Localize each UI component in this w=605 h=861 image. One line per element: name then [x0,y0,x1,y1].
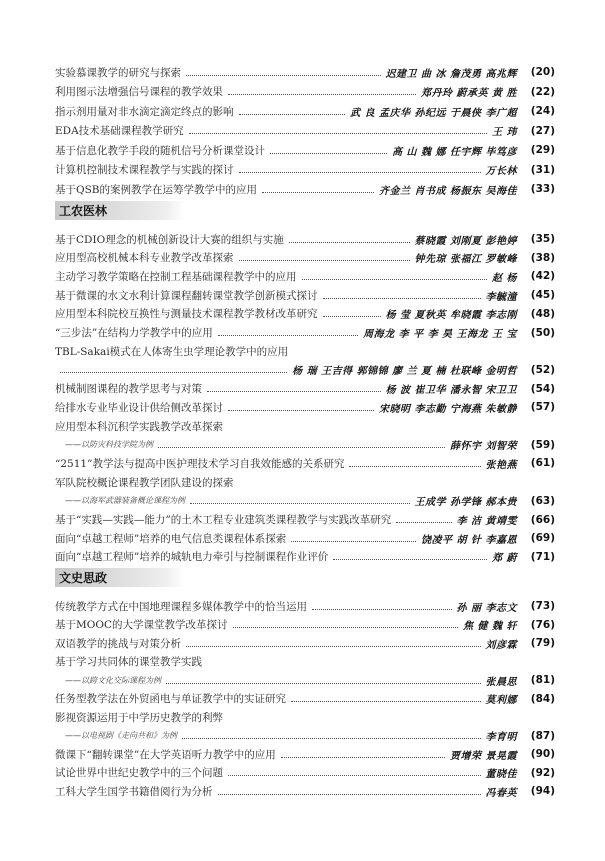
toc-entry-authors: 钟先琼 张福江 罗敏峰 [414,254,517,266]
toc-entry-title: 机械制图课程的教学思考与对策 [55,383,202,396]
toc-entry-page: (69) [530,532,555,545]
section-header-label: 工农医林 [59,204,108,218]
toc-leader-dots [323,316,381,317]
toc-entry-title: 传统教学方式在中国地理课程多媒体教学中的恰当运用 [55,600,307,613]
toc-entry-page: (79) [530,637,555,649]
toc-entry-title: 双语教学的挑战与对策分析 [55,637,181,650]
toc-entry-title: ——以电视剧《走向共和》为例 [65,731,177,740]
toc-leader-dots [396,522,451,523]
toc-entry[interactable] [55,399,555,415]
toc-leader-dots [291,701,481,702]
toc-entry[interactable] [55,181,555,197]
toc-leader-dots [291,541,416,542]
toc-entry[interactable] [55,250,555,266]
toc-leader-dots [239,260,410,261]
toc-leader-dots [239,114,346,115]
toc-entry-title: 给排水专业毕业设计供给侧改革探讨 [55,401,223,414]
toc-entry-page: (63) [530,494,555,507]
toc-leader-dots [239,172,481,173]
toc-entry-title: EDA技术基础课程教学研究 [55,125,184,137]
toc-leader-dots [218,335,358,336]
toc-entry[interactable] [55,437,555,453]
toc-entry-authors: 饶凌平 胡 针 李嘉恩 [421,534,517,546]
toc-entry-authors: 高 山 魏 娜 任宇辉 毕笃彦 [392,146,517,158]
toc-entry-title: 基于信息化教学手段的随机信号分析课堂设计 [55,144,265,157]
toc-entry[interactable] [55,765,555,781]
toc-entry-authors: 李育明 [485,732,517,743]
toc-entry-page: (38) [530,251,555,264]
toc-leader-dots [190,503,410,504]
toc-entry-page: (35) [530,233,555,245]
toc-leader-dots [228,775,481,776]
toc-entry-page: (61) [530,457,555,470]
toc-entry-page: (45) [530,289,555,302]
toc-entry[interactable] [55,709,555,725]
toc-entry-title: 面向“卓越工程师”培养的电气信息类课程体系探索 [55,532,287,545]
toc-entry-title: 实验慕课教学的研究与探索 [55,66,181,79]
toc-leader-dots [186,646,481,647]
toc-entry-title: 利用图示法增强信号课程的教学效果 [55,86,223,98]
toc-entry-title: 面向“卓越工程师”培养的城轨电力牵引与控制课程作业评价 [55,551,329,564]
toc-entry-title: 应用型本科院校互换性与测量技术课程教学教材改革研究 [55,308,318,321]
toc-entry[interactable] [55,635,555,651]
toc-entry-page: (54) [530,382,555,395]
toc-entry-authors: 齐金兰 肖书成 杨振东 吴海佳 [379,185,517,197]
toc-leader-dots [228,410,374,411]
toc-entry[interactable] [55,381,555,397]
toc-entry-authors: 冯春英 [485,787,517,799]
toc-entry-page: (94) [530,785,555,797]
toc-leader-dots [228,94,416,95]
toc-entry-title: “2511”教学法与提高中医护理技术学习自我效能感的关系研究 [55,457,345,470]
toc-entry-title: 指示剂用量对非水滴定滴定终点的影响 [55,105,234,118]
toc-entry-title: ——以海军武器装备概论课程为例 [65,496,185,506]
toc-entry-authors: 赵 杨 [492,272,517,284]
toc-entry[interactable] [55,783,555,799]
toc-entry-authors: 焦 健 魏 轩 [463,621,517,632]
toc-entry-title: TBL-Sakai模式在人体寄生虫学理论教学中的应用 [55,345,289,358]
toc-entry[interactable] [55,268,555,284]
toc-entry[interactable] [55,728,555,744]
toc-leader-dots [233,627,459,628]
toc-entry-page: (33) [530,183,555,195]
toc-entry-authors: 迟建卫 曲 冰 詹茂勇 高兆辉 [385,68,517,80]
toc-entry[interactable] [55,142,555,158]
toc-entry[interactable] [55,691,555,707]
toc-entry[interactable] [55,306,555,322]
toc-entry-authors: 郑 蔚 [492,553,517,565]
toc-entry-page: (92) [530,766,555,779]
toc-entry-page: (20) [530,66,555,78]
toc-entry-title: 计算机控制技术课程教学与实践的探讨 [55,164,234,176]
toc-entry-title: 基于CDIO理念的机械创新设计大赛的组织与实施 [55,233,284,246]
toc-leader-dots [158,447,445,448]
toc-entry-page: (29) [530,144,555,156]
toc-entry-page: (87) [530,729,555,742]
toc-entry-title: 基于学习共同体的课堂教学实践 [55,656,202,668]
toc-entry-title: 主动学习教学策略在控制工程基础课程教学中的应用 [55,270,297,283]
toc-entry-authors: 武 良 孟庆华 孙纪远 于晨侠 李广超 [350,107,517,119]
toc-entry-authors: 贾增荣 景晃霞 [450,750,517,762]
toc-entry-page: (22) [530,85,555,98]
toc-entry-page: (27) [530,124,555,137]
toc-entry[interactable] [55,287,555,303]
toc-entry-authors: 王 玮 [492,127,517,138]
toc-entry[interactable] [55,746,555,762]
toc-leader-dots [302,279,488,280]
toc-entry-page: (84) [530,692,555,705]
toc-entry[interactable] [55,598,555,614]
toc-entry-page: (59) [530,438,555,451]
toc-entry-page: (42) [530,270,555,283]
toc-entry[interactable] [55,617,555,633]
toc-entry[interactable] [55,418,555,434]
toc-entry-title: 影视资源运用于中学历史教学的利弊 [55,711,223,724]
toc-entry-authors: 莫利娜 [485,695,517,706]
toc-entry-title: ——以防灾科技学院为例 [65,440,153,450]
toc-leader-dots [312,609,452,610]
toc-entry-title: 工科大学生国学书籍借阅行为分析 [55,785,213,798]
toc-entry-page: (81) [530,674,555,686]
toc-entry[interactable] [55,512,555,528]
toc-leader-dots [166,683,481,684]
toc-entry-title: 军队院校概论课程教学团队建设的探索 [55,476,234,489]
toc-entry-authors: 张晨思 [485,676,517,688]
toc-entry-authors: 张艳燕 [485,459,517,471]
toc-entry-title: 任务型教学法在外贸函电与单证教学中的实证研究 [55,693,286,705]
toc-entry-page: (66) [530,513,555,526]
toc-entry[interactable] [55,123,555,139]
toc-entry[interactable] [55,103,555,119]
toc-entry[interactable] [55,64,555,80]
toc-leader-dots [333,559,487,560]
toc-leader-dots [189,133,487,134]
toc-entry-title: “三步法”在结构力学教学中的应用 [55,327,213,339]
toc-entry-page: (57) [530,401,555,414]
toc-entry-authors: 郑丹玲 蔚承英 黄 胜 [421,88,517,99]
toc-leader-dots [60,372,287,373]
toc-leader-dots [207,391,381,392]
toc-entry-authors: 李 洁 黄靖雯 [456,516,517,527]
toc-entry-authors: 周海龙 李 平 李 昊 王海龙 王 宝 [363,329,517,340]
toc-leader-dots [270,153,387,154]
toc-entry[interactable] [55,672,555,688]
toc-entry[interactable] [55,455,555,471]
toc-entry-page: (24) [530,105,555,117]
toc-entry[interactable] [55,343,555,359]
toc-leader-dots [289,242,410,243]
toc-entry-authors: 杨 瑞 王吉得 郭锦锦 廖 兰 夏 楠 杜联峰 金明哲 [292,366,517,378]
toc-leader-dots [186,75,381,76]
toc-entry-authors: 杨 莹 夏秋英 牟晓霞 李志刚 [385,310,517,322]
toc-entry-page: (71) [530,550,555,563]
toc-entry-page: (31) [530,163,555,176]
toc-entry-authors: 李毓潼 [485,291,517,303]
toc-entry-authors: 万长林 [485,166,517,177]
toc-entry-authors: 杨 波 崔卫华 潘永智 宋卫卫 [385,385,517,397]
toc-entry-title: 应用型本科沉积学实践教学改革探索 [55,420,223,433]
toc-entry-title: 应用型高校机械本科专业教学改革探索 [55,252,234,265]
section-header-gongnong [55,201,185,220]
toc-entry[interactable] [55,84,555,100]
toc-entry-authors: 蔡晓霞 刘刚夏 彭艳婷 [414,235,517,247]
toc-leader-dots [281,757,445,758]
toc-entry-authors: 王成学 孙学锋 郝本贵 [414,497,517,509]
toc-entry-page: (73) [530,600,555,612]
toc-entry-title: 基于微课的水文水利计算课程翻转课堂教学创新模式探讨 [55,289,318,302]
toc-entry-title: ——以跨文化交际课程为例 [65,675,161,685]
toc-leader-dots [349,466,480,467]
toc-entry-authors: 刘彦霖 [485,639,517,651]
toc-entry-page: (48) [530,307,555,320]
toc-entry[interactable] [55,474,555,490]
toc-entry-authors: 薛怀宇 刘智荣 [450,441,517,453]
toc-entry[interactable] [55,654,555,670]
toc-entry[interactable] [55,231,555,247]
toc-entry-authors: 宋晓明 李志勤 宁海燕 朱敏静 [379,403,517,415]
toc-entry-authors: 董晓佳 [485,769,517,780]
toc-entry[interactable] [55,530,555,546]
toc-entry[interactable] [55,493,555,509]
toc-entry-title: 基于MOOC的大学课堂教学改革探讨 [55,619,228,631]
toc-entry[interactable] [55,325,555,341]
section-header-label: 文史思政 [59,571,108,585]
toc-entry-title: 试论世界中世纪史教学中的三个问题 [55,767,223,779]
toc-entry-page: (90) [530,748,555,760]
toc-entry[interactable] [55,162,555,178]
toc-entry[interactable] [55,362,555,378]
toc-leader-dots [323,298,481,299]
toc-entry-title: 基于QSB的案例教学在运筹学教学中的应用 [55,183,258,196]
toc-leader-dots [182,738,481,739]
toc-entry-page: (76) [530,618,555,631]
toc-leader-dots [218,794,481,795]
section-header-wenshi [55,568,185,587]
toc-entry[interactable] [55,549,555,565]
toc-entry-page: (52) [530,363,555,376]
toc-entry-page: (50) [530,326,555,339]
toc-leader-dots [262,192,374,193]
toc-entry-authors: 孙 丽 李志文 [456,602,517,614]
toc-entry-title: 微课下“翻转课堂”在大学英语听力教学中的应用 [55,748,276,761]
toc-entry-title: 基于“实践—实践—能力”的土木工程专业建筑类课程教学与实践改革研究 [55,514,392,526]
